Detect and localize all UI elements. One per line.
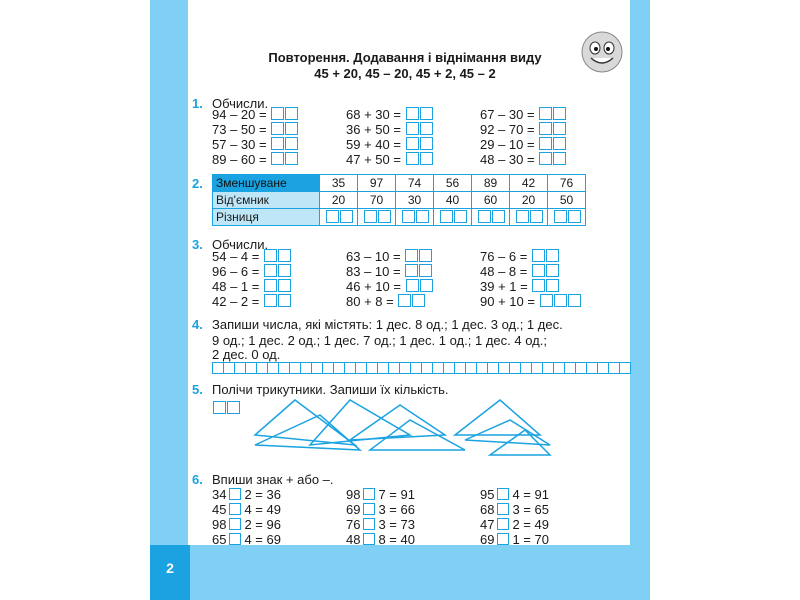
equation-text: 29 – 10 = — [480, 137, 535, 152]
answer-box[interactable] — [546, 279, 559, 292]
answer-cell-strip — [212, 362, 630, 374]
exercise-1-number: 1. — [192, 96, 203, 111]
answer-box[interactable] — [530, 210, 543, 223]
answer-box[interactable] — [285, 107, 298, 120]
answer-box[interactable] — [264, 294, 277, 307]
equation-text: 76 – 6 = — [480, 249, 528, 264]
sign-box[interactable] — [363, 518, 375, 530]
sign-equation-row — [480, 532, 549, 547]
equation-text: 48 – 30 = — [480, 152, 535, 167]
exercise-4-line-2: 9 од.; 1 дес. 2 од.; 1 дес. 7 од.; 1 дес. 1 од.; 1 дес. 4 од.; — [212, 333, 547, 348]
equation-row — [212, 107, 298, 122]
sign-equation-row — [480, 487, 549, 502]
left-operand: 95 — [480, 487, 495, 502]
difference-cell[interactable] — [472, 209, 510, 226]
minuend-header: Зменшуване — [213, 175, 320, 192]
equation-row — [346, 137, 433, 152]
equation-row — [346, 107, 433, 122]
answer-box[interactable] — [492, 210, 505, 223]
subtrahend-cell: 70 — [358, 192, 396, 209]
sign-equation-row — [346, 502, 415, 517]
equation-text: 73 – 50 = — [212, 122, 267, 137]
answer-boxes[interactable] — [267, 137, 299, 152]
equation-row — [480, 264, 559, 279]
left-operand: 68 — [480, 502, 495, 517]
answer-boxes[interactable] — [401, 279, 433, 294]
left-margin-band — [150, 0, 188, 600]
answer-box[interactable] — [554, 210, 567, 223]
exercise-5-instruction: Полічи трикутники. Запиши їх кількість. — [212, 382, 449, 397]
right-margin-band — [630, 0, 650, 600]
answer-boxes[interactable] — [401, 137, 433, 152]
answer-box[interactable] — [419, 264, 432, 277]
difference-cell[interactable] — [548, 209, 586, 226]
difference-cell[interactable] — [358, 209, 396, 226]
equation-text: 54 – 4 = — [212, 249, 260, 264]
answer-box[interactable] — [454, 210, 467, 223]
answer-box[interactable] — [278, 294, 291, 307]
equation-row — [212, 137, 298, 152]
answer-box[interactable] — [420, 279, 433, 292]
equation-text: 36 + 50 = — [346, 122, 401, 137]
answer-box[interactable] — [285, 152, 298, 165]
answer-box[interactable] — [554, 294, 567, 307]
sign-equation-row — [212, 502, 281, 517]
answer-box[interactable] — [553, 152, 566, 165]
equation-row — [480, 279, 559, 294]
answer-boxes[interactable] — [267, 152, 299, 167]
sign-box[interactable] — [497, 533, 509, 545]
answer-box[interactable] — [532, 249, 545, 262]
triangles-figure — [250, 395, 560, 465]
equation-text: 47 + 50 = — [346, 152, 401, 167]
subtrahend-cell: 30 — [396, 192, 434, 209]
right-part: 4 = 49 — [244, 502, 281, 517]
equation-row — [212, 264, 291, 279]
sign-box[interactable] — [363, 488, 375, 500]
answer-boxes[interactable] — [535, 122, 567, 137]
minuend-cell: 89 — [472, 175, 510, 192]
right-part: 4 = 91 — [512, 487, 549, 502]
minuend-cell: 35 — [320, 175, 358, 192]
answer-boxes[interactable] — [259, 279, 291, 294]
answer-box[interactable] — [540, 294, 553, 307]
answer-box[interactable] — [264, 279, 277, 292]
answer-box[interactable] — [340, 210, 353, 223]
equation-row — [346, 279, 433, 294]
answer-box[interactable] — [546, 264, 559, 277]
sign-equation-row — [346, 532, 415, 547]
answer-box[interactable] — [539, 137, 552, 150]
equation-row — [212, 294, 291, 309]
subtraction-table — [212, 174, 586, 226]
answer-box[interactable] — [264, 249, 277, 262]
equation-text: 89 – 60 = — [212, 152, 267, 167]
answer-box[interactable] — [478, 210, 491, 223]
equation-text: 39 + 1 = — [480, 279, 528, 294]
equation-row — [212, 152, 298, 167]
equation-text: 42 – 2 = — [212, 294, 260, 309]
sign-box[interactable] — [229, 488, 241, 500]
sign-box[interactable] — [497, 488, 509, 500]
answer-box[interactable] — [412, 294, 425, 307]
sign-box[interactable] — [497, 518, 509, 530]
sign-box[interactable] — [497, 503, 509, 515]
subtrahend-cell: 40 — [434, 192, 472, 209]
subtrahend-header: Від'ємник — [213, 192, 320, 209]
answer-box[interactable] — [420, 122, 433, 135]
answer-box[interactable] — [406, 122, 419, 135]
difference-cell[interactable] — [320, 209, 358, 226]
left-operand: 65 — [212, 532, 227, 547]
answer-boxes[interactable] — [527, 249, 559, 264]
answer-box[interactable] — [440, 210, 453, 223]
difference-cell[interactable] — [396, 209, 434, 226]
left-operand: 45 — [212, 502, 227, 517]
equation-text: 94 – 20 = — [212, 107, 267, 122]
difference-cell[interactable] — [510, 209, 548, 226]
answer-box[interactable] — [406, 137, 419, 150]
answer-boxes[interactable] — [527, 264, 559, 279]
sign-equation-row — [212, 532, 281, 547]
sign-equation-row — [480, 517, 549, 532]
left-operand: 47 — [480, 517, 495, 532]
minuend-cell: 97 — [358, 175, 396, 192]
answer-box[interactable] — [539, 122, 552, 135]
answer-box[interactable] — [420, 107, 433, 120]
right-part: 2 = 96 — [244, 517, 281, 532]
equation-row — [212, 279, 291, 294]
answer-box[interactable] — [568, 210, 581, 223]
left-operand: 48 — [346, 532, 361, 547]
answer-boxes[interactable] — [267, 107, 299, 122]
equation-text: 92 – 70 = — [480, 122, 535, 137]
sign-box[interactable] — [229, 503, 241, 515]
equation-text: 48 – 1 = — [212, 279, 260, 294]
right-part: 2 = 49 — [512, 517, 549, 532]
title-line-2: 45 + 20, 45 – 20, 45 + 2, 45 – 2 — [314, 66, 496, 81]
answer-box[interactable] — [546, 249, 559, 262]
answer-boxes[interactable] — [401, 264, 433, 279]
answer-box[interactable] — [271, 137, 284, 150]
answer-box[interactable] — [419, 249, 432, 262]
equation-row — [212, 122, 298, 137]
sign-equation-row — [346, 517, 415, 532]
answer-box[interactable] — [532, 264, 545, 277]
right-part: 8 = 40 — [378, 532, 415, 547]
equation-text: 63 – 10 = — [346, 249, 401, 264]
equation-text: 48 – 8 = — [480, 264, 528, 279]
answer-box[interactable] — [553, 107, 566, 120]
answer-boxes[interactable] — [528, 279, 560, 294]
answer-box[interactable] — [278, 279, 291, 292]
answer-box[interactable] — [420, 152, 433, 165]
page-number: 2 — [166, 560, 174, 576]
minuend-cell: 56 — [434, 175, 472, 192]
answer-box[interactable] — [406, 107, 419, 120]
answer-box[interactable] — [416, 210, 429, 223]
answer-box[interactable] — [278, 264, 291, 277]
answer-box[interactable] — [398, 294, 411, 307]
exercise-3-number: 3. — [192, 237, 203, 252]
answer-boxes[interactable] — [401, 249, 433, 264]
answer-box[interactable] — [539, 107, 552, 120]
sign-equation-row — [212, 517, 281, 532]
answer-boxes[interactable] — [267, 122, 299, 137]
right-part: 3 = 66 — [378, 502, 415, 517]
left-operand: 34 — [212, 487, 227, 502]
answer-box[interactable] — [264, 264, 277, 277]
sign-equation-row — [346, 487, 415, 502]
right-part: 3 = 65 — [512, 502, 549, 517]
equation-row — [480, 137, 566, 152]
sign-box[interactable] — [363, 533, 375, 545]
answer-box[interactable] — [553, 137, 566, 150]
answer-box[interactable] — [539, 152, 552, 165]
right-part: 4 = 69 — [244, 532, 281, 547]
equation-row — [480, 122, 566, 137]
answer-box[interactable] — [406, 152, 419, 165]
exercise-3-instruction: Обчисли. — [212, 237, 269, 252]
answer-boxes[interactable] — [401, 152, 433, 167]
answer-box[interactable] — [553, 122, 566, 135]
exercise-4-number: 4. — [192, 317, 203, 332]
answer-boxes[interactable] — [535, 137, 567, 152]
answer-box[interactable] — [405, 264, 418, 277]
left-operand: 98 — [212, 517, 227, 532]
equation-text: 46 + 10 = — [346, 279, 401, 294]
equation-text: 90 + 10 = — [480, 294, 535, 309]
answer-boxes[interactable] — [259, 249, 291, 264]
smiley-face-icon — [580, 30, 624, 74]
right-part: 3 = 73 — [378, 517, 415, 532]
left-operand: 98 — [346, 487, 361, 502]
answer-box[interactable] — [378, 210, 391, 223]
answer-box[interactable] — [285, 137, 298, 150]
equation-row — [346, 249, 432, 264]
answer-boxes[interactable] — [401, 122, 433, 137]
left-operand: 69 — [480, 532, 495, 547]
equation-text: 57 – 30 = — [212, 137, 267, 152]
left-operand: 76 — [346, 517, 361, 532]
equation-row — [346, 122, 433, 137]
answer-box[interactable] — [285, 122, 298, 135]
equation-row — [346, 152, 433, 167]
equation-text: 67 – 30 = — [480, 107, 535, 122]
answer-boxes[interactable] — [394, 294, 426, 309]
equation-text: 83 – 10 = — [346, 264, 401, 279]
answer-box[interactable] — [516, 210, 529, 223]
subtrahend-cell: 60 — [472, 192, 510, 209]
answer-boxes[interactable] — [535, 152, 567, 167]
subtrahend-cell: 20 — [510, 192, 548, 209]
triangle-count-answer[interactable] — [212, 400, 240, 418]
answer-box[interactable] — [420, 137, 433, 150]
equation-row — [480, 294, 581, 309]
answer-box[interactable] — [402, 210, 415, 223]
answer-box[interactable] — [271, 152, 284, 165]
sign-equation-row — [212, 487, 281, 502]
equation-text: 96 – 6 = — [212, 264, 260, 279]
answer-boxes[interactable] — [401, 107, 433, 122]
left-operand: 69 — [346, 502, 361, 517]
equation-text: 80 + 8 = — [346, 294, 394, 309]
difference-cell[interactable] — [434, 209, 472, 226]
equation-text: 68 + 30 = — [346, 107, 401, 122]
title-line-1: Повторення. Додавання і віднімання виду — [268, 50, 542, 65]
answer-box[interactable] — [568, 294, 581, 307]
answer-box[interactable] — [405, 249, 418, 262]
answer-boxes[interactable] — [259, 294, 291, 309]
answer-box[interactable] — [271, 122, 284, 135]
exercise-4-line-3: 2 дес. 0 од. — [212, 347, 281, 362]
answer-boxes[interactable] — [535, 107, 567, 122]
equation-row — [346, 294, 425, 309]
exercise-6-instruction: Впиши знак + або –. — [212, 472, 334, 487]
answer-boxes[interactable] — [259, 264, 291, 279]
equation-text: 59 + 40 = — [346, 137, 401, 152]
bottom-band — [150, 545, 650, 600]
answer-box[interactable] — [326, 210, 339, 223]
page-title — [230, 50, 580, 82]
sign-box[interactable] — [229, 533, 241, 545]
strip-cell[interactable] — [619, 362, 631, 374]
equation-row — [480, 152, 566, 167]
exercise-1-instruction: Обчисли. — [212, 96, 269, 111]
difference-header: Різниця — [213, 209, 320, 226]
equation-row — [480, 107, 566, 122]
answer-box[interactable] — [532, 279, 545, 292]
equation-row — [346, 264, 432, 279]
sign-box[interactable] — [363, 503, 375, 515]
answer-box[interactable] — [278, 249, 291, 262]
right-part: 2 = 36 — [244, 487, 281, 502]
sign-equation-row — [480, 502, 549, 517]
answer-box[interactable] — [364, 210, 377, 223]
sign-box[interactable] — [229, 518, 241, 530]
minuend-cell: 74 — [396, 175, 434, 192]
answer-box[interactable] — [406, 279, 419, 292]
minuend-cell: 42 — [510, 175, 548, 192]
answer-boxes[interactable] — [535, 294, 581, 309]
equation-row — [212, 249, 291, 264]
exercise-2-number: 2. — [192, 176, 203, 191]
answer-box[interactable] — [271, 107, 284, 120]
subtrahend-cell: 20 — [320, 192, 358, 209]
subtrahend-cell: 50 — [548, 192, 586, 209]
equation-row — [480, 249, 559, 264]
minuend-cell: 76 — [548, 175, 586, 192]
right-part: 1 = 70 — [512, 532, 549, 547]
right-part: 7 = 91 — [378, 487, 415, 502]
exercise-6-number: 6. — [192, 472, 203, 487]
exercise-4-line-1: Запиши числа, які містять: 1 дес. 8 од.; 1 дес. 3 од.; 1 дес. — [212, 317, 563, 332]
exercise-5-number: 5. — [192, 382, 203, 397]
